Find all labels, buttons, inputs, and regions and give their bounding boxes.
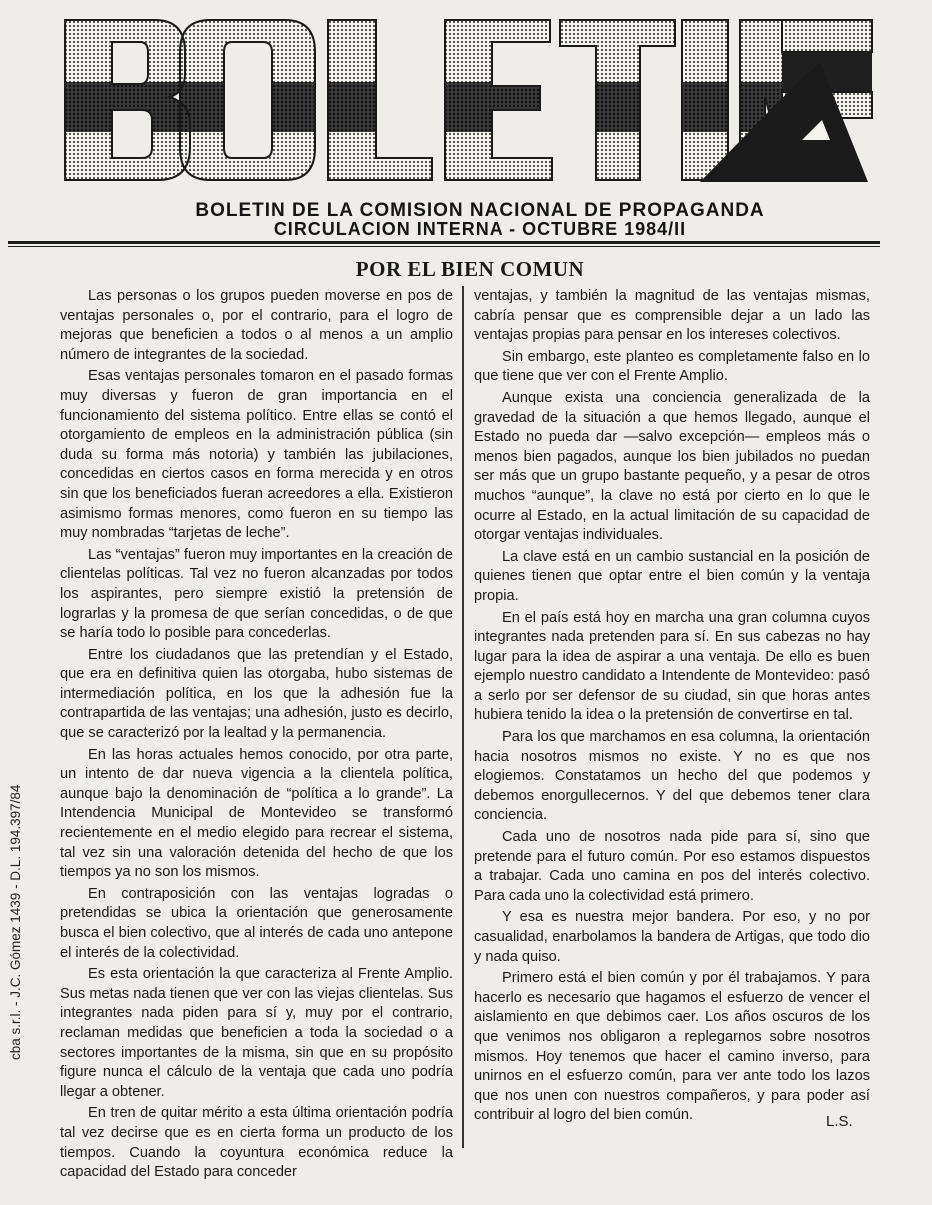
article-column-right: [474, 287, 870, 1128]
paragraph: En las horas actuales hemos conocido, por otra parte, un intento de dar nueva vigencia a la clientela política, aunque bajo la denominación de “política a lo grande”. La Intendencia Municipal de Montevideo se transformó recientemente en el medio elegido para recrear el sistema, tal vez sin una valoración detenida del hecho de que los tiempos ya no son los mismos.: [60, 746, 453, 881]
paragraph: En el país está hoy en marcha una gran columna cuyos integrantes nada pretenden para sí. En sus cabezas no hay lugar para la idea de aspirar a una ventaja. De ello es buen ejemplo nuestro candidato a Intendente de Montevideo: pasó a serlo por ser defensor de su ciudad, sin que horas antes hubiera tenido la idea o la pretensión de convertirse en tal.: [474, 609, 870, 724]
paragraph: Entre los ciudadanos que las pretendían y el Estado, que era en definitiva quien las otorgaba, hubo sistemas de intermediación política, en los que la adhesión fue la contrapartida de las ventajas; una adhesión, justo es decirlo, que se caracterizó por la lealtad y la permanencia.: [60, 646, 453, 742]
paragraph: Y esa es nuestra mejor bandera. Por eso, y no por casualidad, enarbolamos la bandera de Artigas, que todo dio y nada quiso.: [474, 909, 870, 965]
paragraph: Sin embargo, este planteo es completamente falso en lo que tiene que ver con el Frente Amplio.: [474, 348, 870, 385]
paragraph: En contraposición con las ventajas logradas o pretendidas se ubica la orientación que generosamente busca el bien colectivo, que al interés de cada uno antepone el interés de la colectividad.: [60, 885, 453, 961]
paragraph: Las personas o los grupos pueden moverse en pos de ventajas personales o, por el contrario, para el logro de mejoras que beneficien a todos o al menos a un amplio número de integrantes de la sociedad.: [60, 288, 453, 363]
paragraph: Cada uno de nosotros nada pide para sí, sino que pretende para el futuro común. Por eso estamos dispuestos a trabajar. Cada uno camina en pos del interés colectivo. Para cada uno la colectividad está primero.: [474, 829, 870, 904]
paragraph: La clave está en un cambio sustancial en la posición de quienes tienen que optar entre el bien común y la ventaja propia.: [474, 548, 870, 604]
author-signature: L.S.: [826, 1113, 853, 1130]
paragraph: Primero está el bien común y por él trabajamos. Y para hacerlo es necesario que hagamos el esfuerzo de vencer el aislamiento en que debimos caer. Los años oscuros de los que venimos nos obligaron a replegarnos sobre nosotros mismos. Hoy tenemos que hacer el camino inverso, para unirnos en el esfuerzo común, para ver ante todo los lazos que nos unen con nuestros compañeros, y para poder así contribuir al logro del bien común.: [474, 970, 870, 1124]
printer-imprint: cba s.r.l. - J.C. Gómez 1439 - D.L. 194.397/84: [8, 784, 23, 1060]
paragraph: Las “ventajas” fueron muy importantes en la creación de clientelas políticas. Tal vez no fueron alcanzadas por todos los aspirantes, pero siempre existió la pretensión de lograrlas y la promesa de que serían concedidas, o de que se haría todo lo posible para concederlas.: [60, 546, 453, 642]
divider-rule-thin: [8, 246, 880, 247]
paragraph: Aunque exista una conciencia generalizada de la gravedad de la situación a que hemos llegado, aunque el Estado no pueda dar —salvo excepción— empleos más o menos bien pagados, aunque los bien jubilados no puedan ser más que un grupo bastante pequeño, y a pesar de otros muchos “aunque”, la clave no está por cierto en lo que le ocurre al Estado, en la actual limitación de su capacidad de otorgar ventajas individuales.: [474, 389, 870, 544]
paragraph: Esas ventajas personales tomaron en el pasado formas muy diversas y fueron de gran importancia en el funcionamiento del sistema político. Entre ellas se contó el otorgamiento de empleos en la administración pública (sin duda su forma más notoria) y también las jubilaciones, concedidas en ciertos casos en forma merecida y en otros sin que los beneficiados fueran acreedores a ella. Existieron asimismo formas menores, como fueron en su tiempo las muy nombradas “tarjetas de leche”.: [60, 368, 453, 542]
column-divider: [462, 286, 464, 1148]
paragraph: Para los que marchamos en esa columna, la orientación hacia nosotros mismos no existe. Y no es que nos elogiemos. Constatamos un hecho del que podemos y debemos enorgullecernos. Y del que debemos tener clara conciencia.: [474, 729, 870, 824]
boletin-logo: [60, 12, 875, 187]
article-headline: POR EL BIEN COMUN: [355, 257, 585, 281]
divider-rule: [8, 241, 880, 244]
paragraph: En tren de quitar mérito a esta última orientación podría tal vez decirse que es en cierta forma un producto de los tiempos. Cuando la coyuntura económica reduce la capacidad del Estado para conceder: [60, 1105, 453, 1181]
subtitle-line-1: BOLETIN DE LA COMISION NACIONAL DE PROPAGANDA: [195, 200, 765, 221]
paragraph-continuation: ventajas, y también la magnitud de las ventajas mismas, cabría pensar que es comprensible dejar a un lado las ventajas propias para pensar en los intereses colectivos.: [474, 288, 870, 344]
subtitle-line-2: CIRCULACION INTERNA - OCTUBRE 1984/II: [273, 219, 687, 239]
paragraph: Es esta orientación la que caracteriza al Frente Amplio. Sus metas nada tienen que ver con las viejas clientelas. Sus integrantes nada piden para sí y, muy por el contrario, reclaman medidas que beneficien a toda la sociedad o a sectores importantes de la misma, sin que en su propósito figure nunca el cálculo de la ventaja que cada uno podría llegar a obtener.: [60, 966, 453, 1100]
article-column-left: [60, 287, 453, 1185]
masthead-logo: [60, 12, 875, 187]
